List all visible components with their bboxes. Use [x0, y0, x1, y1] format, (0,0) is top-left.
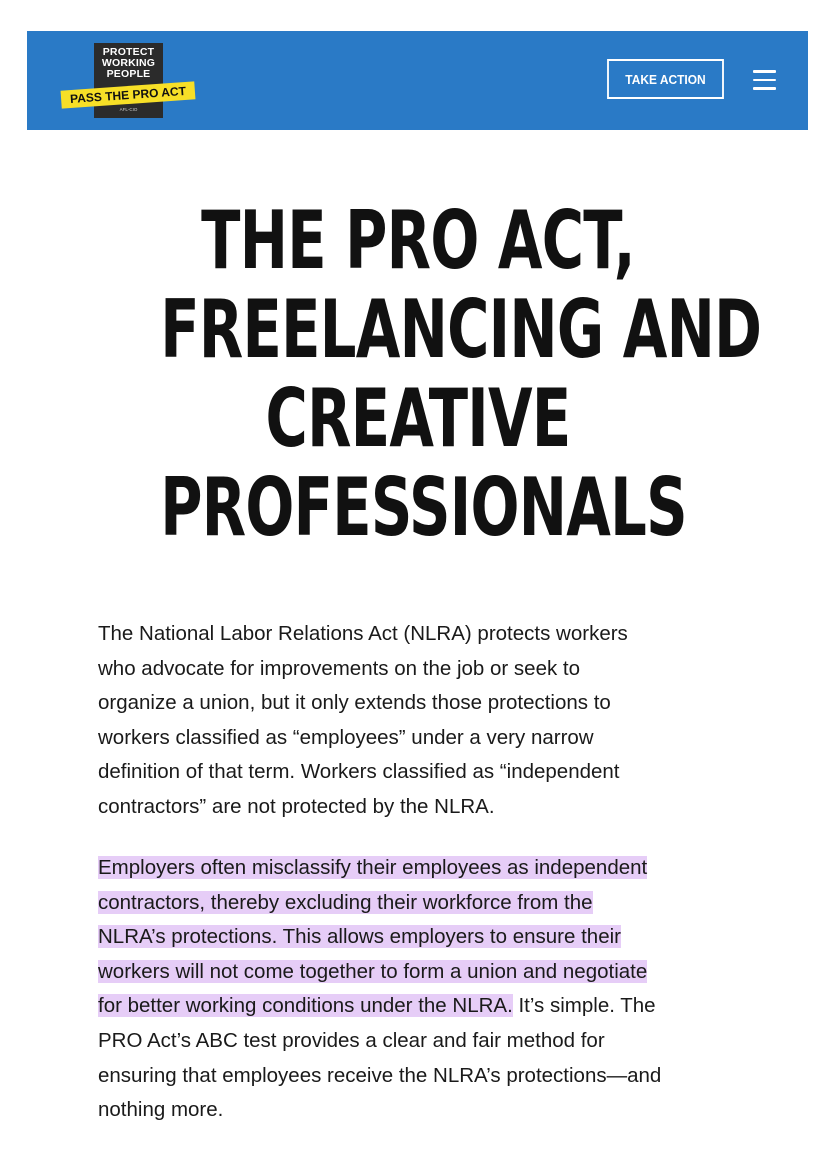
paragraph-nlra-intro	[98, 617, 738, 825]
highlighted-text: NLRA’s protections. This allows employers to ensure their	[98, 925, 621, 949]
logo-banner: PASS THE PRO ACT	[61, 81, 196, 108]
hamburger-menu-icon[interactable]	[753, 70, 776, 90]
text-line: The National Labor Relations Act (NLRA) protects workers	[98, 622, 628, 645]
site-header	[27, 31, 808, 130]
plain-text: It’s simple. The	[512, 994, 656, 1018]
pro-act-logo[interactable]	[61, 43, 201, 119]
title-line: THE PRO ACT,	[201, 194, 635, 287]
logo-line-2: WORKING	[101, 57, 156, 69]
highlighted-text: contractors, thereby excluding their workforce from the	[98, 890, 593, 914]
text-line: ensuring that employees receive the NLRA’s protections—and	[98, 1063, 662, 1087]
highlighted-text: Employers often misclassify their employees as independent	[98, 856, 648, 879]
title-line: FREELANCING AND	[160, 283, 762, 376]
text-line	[98, 920, 738, 955]
text-line	[98, 989, 738, 1024]
text-line: definition of that term. Workers classified as “independent	[98, 760, 620, 784]
logo-line-3: PEOPLE	[106, 68, 151, 80]
text-line	[98, 886, 738, 921]
highlighted-text: workers will not come together to form a union and negotiate	[98, 959, 648, 983]
text-line: organize a union, but it only extends those protections to	[98, 691, 611, 715]
text-line: contractors” are not protected by the NLRA.	[98, 794, 495, 818]
paragraph-misclassification	[98, 851, 738, 1128]
text-line: who advocate for improvements on the job or seek to	[98, 656, 581, 680]
logo-sub: AFL-CIO	[119, 107, 138, 112]
logo-line-1: PROTECT	[102, 46, 155, 58]
title-line: PROFESSIONALS	[160, 461, 687, 554]
page-title	[160, 194, 762, 554]
text-line	[98, 851, 738, 886]
highlighted-text: for better working conditions under the NLRA.	[98, 994, 513, 1018]
take-action-button[interactable]: TAKE ACTION	[607, 59, 724, 99]
text-line	[98, 955, 738, 990]
text-line: nothing more.	[98, 1098, 224, 1122]
title-line: CREATIVE	[265, 372, 571, 465]
text-line: workers classified as “employees” under a very narrow	[98, 725, 594, 749]
text-line: PRO Act’s ABC test provides a clear and fair method for	[98, 1028, 605, 1052]
